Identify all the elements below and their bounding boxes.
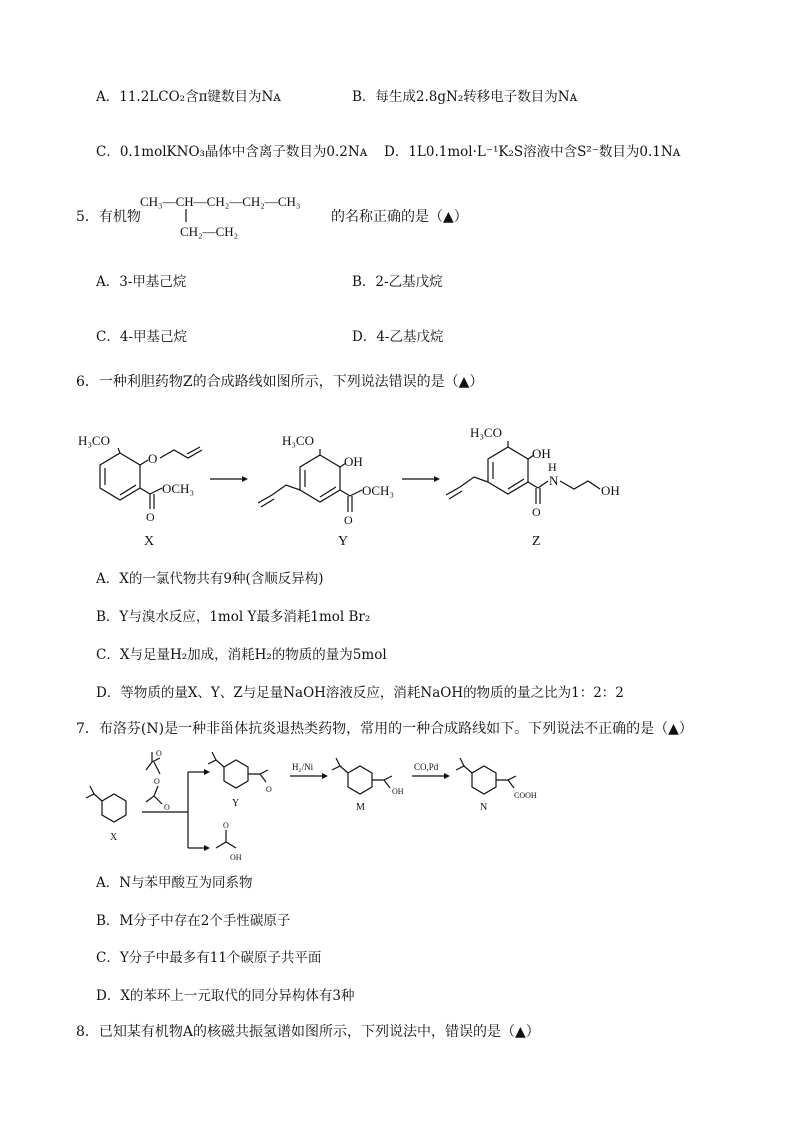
q5-branch: CH₂—CH₂ [180, 224, 239, 239]
q7-option-d: D．X的苯环上一元取代的同分异构体有3种 [96, 988, 355, 1004]
x-carbonyl-o: O [146, 510, 155, 524]
q8-stem: 8．已知某有机物A的核磁共振氢谱如图所示，下列说法中，错误的是（▲） [76, 1024, 540, 1040]
reagent-co-pd: CO,Pd [414, 762, 439, 772]
q4-option-c: C．0.1molKNO₃晶体中含离子数目为0.2Nᴀ [96, 144, 368, 160]
anhydride-o3: O [164, 803, 170, 812]
q7-option-c: C．Y分子中最多有11个碳原子共平面 [96, 950, 322, 966]
q7-label-y: Y [232, 798, 240, 809]
q5-option-b: B．2-乙基戊烷 [352, 274, 443, 290]
compound-z [446, 425, 620, 549]
q7-option-b: B．M分子中存在2个手性碳原子 [96, 913, 291, 929]
q5-option-d: D．4-乙基戊烷 [352, 329, 444, 345]
m-hydroxyl: OH [392, 787, 404, 796]
n-carboxyl: COOH [514, 791, 537, 800]
q7-synthesis-scheme [70, 748, 590, 860]
x-methoxy: H₃CO [78, 433, 110, 448]
q5-main-chain: CH₃—CH—CH₂—CH₂—CH₃ [140, 194, 301, 209]
anhydride [146, 749, 170, 812]
q4-option-b: B．每生成2.8gN₂转移电子数目为Nᴀ [352, 89, 578, 105]
q6-synthesis-scheme [70, 415, 750, 555]
q5-stem-suffix: 的名称正确的是（▲） [331, 209, 468, 225]
compound-n [456, 758, 537, 813]
acid-oh: OH [230, 853, 242, 860]
z-amide-h: H [548, 460, 557, 474]
arrow-2-head [434, 476, 440, 482]
anhydride-o2: O [154, 777, 160, 786]
label-z: Z [532, 534, 541, 549]
y-ester-och3: OCH₃ [362, 483, 394, 498]
z-methoxy: H₃CO [470, 425, 502, 440]
arrow-1-head [242, 476, 248, 482]
z-hydroxyl: OH [532, 446, 551, 461]
anhydride-o1: O [156, 749, 162, 758]
y-methoxy: H₃CO [282, 433, 314, 448]
q5-option-c: C．4-甲基己烷 [96, 329, 187, 345]
compound-x [86, 786, 126, 843]
q7-label-n: N [480, 802, 488, 813]
q7-option-a: A．N与苯甲酸互为同系物 [96, 875, 253, 891]
q5-option-a: A．3-甲基己烷 [96, 274, 187, 290]
q6-option-d: D．等物质的量X、Y、Z与足量NaOH溶液反应，消耗NaOH的物质的量之比为1：2：2 [96, 685, 624, 701]
z-carbonyl-o: O [532, 505, 541, 519]
q7-label-x: X [110, 832, 118, 843]
q6-option-a: A．X的一氯代物共有9种(含顺反异构) [96, 571, 324, 587]
q5-stem-prefix: 5．有机物 [76, 209, 141, 225]
label-x: X [144, 534, 155, 549]
q6-option-c: C．X与足量H₂加成，消耗H₂的物质的量为5mol [96, 647, 387, 663]
y-carbonyl-o: O [266, 785, 272, 794]
acetic-acid [216, 821, 242, 860]
label-y: Y [338, 534, 349, 549]
q7-stem: 7．布洛芬(N)是一种非甾体抗炎退热类药物，常用的一种合成路线如下。下列说法不正确的是（▲） [76, 721, 693, 737]
q6-option-b: B．Y与溴水反应，1mol Y最多消耗1mol Br₂ [96, 609, 371, 625]
z-terminal-oh: OH [601, 483, 620, 498]
q4-option-a: A．11.2LCO₂含π键数目为Nᴀ [96, 89, 281, 105]
y-carbonyl-o: O [344, 513, 353, 527]
acid-o: O [223, 821, 229, 830]
q7-label-m: M [356, 802, 365, 813]
compound-y [258, 433, 394, 549]
y-hydroxyl: OH [344, 454, 363, 469]
q4-option-d: D．1L0.1mol·L⁻¹K₂S溶液中含S²⁻数目为0.1Nᴀ [384, 144, 681, 160]
reagent-h2-ni: H₂/Ni [292, 762, 314, 772]
compound-y [208, 752, 272, 809]
z-amide-n: N [549, 473, 559, 488]
x-ester-och3: OCH₃ [162, 481, 194, 496]
x-ether-o: O [148, 451, 158, 466]
q6-stem: 6．一种利胆药物Z的合成路线如图所示，下列说法错误的是（▲） [76, 374, 484, 390]
compound-m [332, 758, 404, 813]
q5-structure [135, 190, 340, 245]
compound-x [78, 433, 202, 549]
